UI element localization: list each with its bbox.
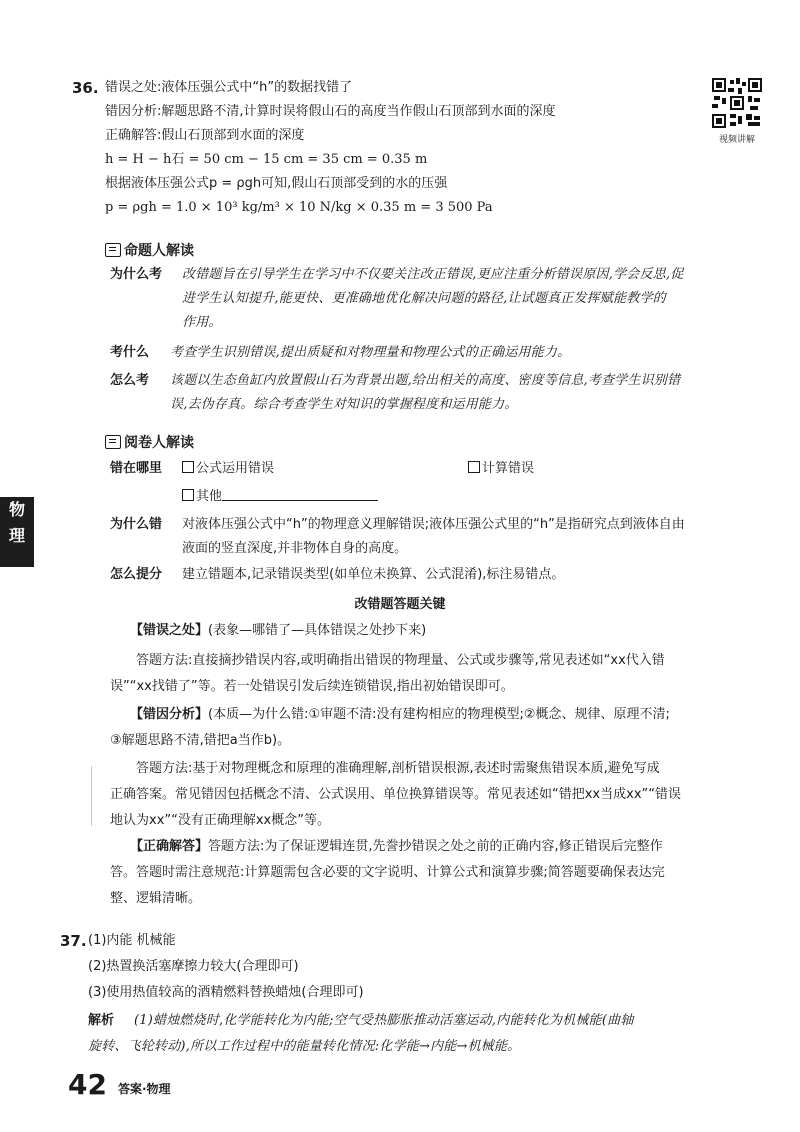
key-k1-method-line-2: 误”“xx找错了”等。若一处错误引发后续连锁错误,指出初始错误即可。 bbox=[110, 679, 514, 694]
q36-line-1: 错误之处:液体压强公式中“h”的数据找错了 bbox=[105, 80, 353, 95]
key-correct-answer-desc: 答题方法:为了保证逻辑连贯,先誊抄错误之处之前的正确内容,修正错误后完整作 bbox=[208, 839, 663, 854]
subject-side-tab bbox=[0, 497, 34, 567]
author-what-label: 考什么 bbox=[110, 345, 150, 360]
question-number-37: 37. bbox=[60, 932, 87, 950]
note-icon bbox=[105, 243, 121, 257]
key-error-cause-desc: (本质—为什么错:①审题不清:没有建构相应的物理模型;②概念、规律、原理不清; bbox=[208, 707, 670, 722]
checkbox-icon[interactable] bbox=[182, 489, 194, 501]
author-why-label: 为什么考 bbox=[110, 267, 163, 282]
question-number-36: 36. bbox=[72, 79, 99, 97]
key-correct-answer-line-1 bbox=[130, 838, 663, 856]
q36-line-4: h = H − h石 = 50 cm − 15 cm = 35 cm = 0.35 m bbox=[105, 152, 428, 167]
option-other-label: 其他 bbox=[196, 489, 223, 504]
grader-why-wrong-line-1: 对液体压强公式中“h”的物理意义理解错误;液体压强公式里的“h”是指研究点到液体自由 bbox=[182, 517, 685, 532]
scan-mark bbox=[91, 766, 92, 826]
q36-line-6: p = ρgh = 1.0 × 10³ kg/m³ × 10 N/kg × 0.35 m = 3 500 Pa bbox=[105, 200, 493, 215]
author-header-text: 命题人解读 bbox=[124, 243, 194, 259]
key-k2-method-line-1: 答题方法:基于对物理概念和原理的准确理解,剖析错误根源,表述时需聚焦错误本质,避免写成 bbox=[136, 761, 660, 776]
q36-line-2: 错因分析:解题思路不清,计算时误将假山石的高度当作假山石顶部到水面的深度 bbox=[105, 104, 556, 119]
key-correct-answer-head: 【正确解答】 bbox=[130, 839, 209, 854]
author-how-line-1: 该题以生态鱼缸内放置假山石为背景出题,给出相关的高度、密度等信息,考查学生识别错 bbox=[170, 373, 681, 388]
checkbox-icon[interactable] bbox=[182, 461, 194, 473]
author-why-line-2: 进学生认知提升,能更快、更准确地优化解决问题的路径,让试题真正发挥赋能教学的 bbox=[182, 291, 666, 306]
key-k1-method-line-1: 答题方法:直接摘抄错误内容,或明确指出错误的物理量、公式或步骤等,常见表述如“xx代入错 bbox=[136, 653, 665, 668]
key-error-cause-line-1 bbox=[130, 706, 670, 724]
note-icon bbox=[105, 435, 121, 449]
key-error-cause-head: 【错因分析】 bbox=[130, 707, 209, 722]
grader-header-text: 阅卷人解读 bbox=[124, 435, 194, 451]
side-tab-char-2: 理 bbox=[8, 526, 25, 545]
key-correct-answer-line-2: 答。答题时需注意规范:计算题需包含必要的文字说明、计算公式和演算步骤;简答题要确保表达完 bbox=[110, 865, 665, 880]
option-formula-error-label: 公式运用错误 bbox=[196, 461, 275, 476]
footer-label: 答案·物理 bbox=[118, 1082, 171, 1096]
side-tab-char-1: 物 bbox=[8, 500, 25, 519]
q37-analysis-label: 解析 bbox=[88, 1013, 115, 1028]
key-error-location-desc: (表象—哪错了—具体错误之处抄下来) bbox=[208, 623, 427, 638]
q37-analysis-line-2: 旋转、飞轮转动),所以工作过程中的能量转化情况:化学能→内能→机械能。 bbox=[88, 1039, 521, 1054]
q36-line-5: 根据液体压强公式p = ρgh可知,假山石顶部受到的水的压强 bbox=[105, 176, 448, 191]
grader-section-header bbox=[105, 432, 194, 452]
qr-code-icon[interactable] bbox=[712, 78, 762, 128]
grader-improve-text: 建立错题本,记录错误类型(如单位未换算、公式混淆),标注易错点。 bbox=[182, 567, 565, 582]
option-other[interactable] bbox=[182, 488, 378, 506]
key-correct-answer-line-3: 整、逻辑清晰。 bbox=[110, 891, 202, 906]
q36-line-3: 正确解答:假山石顶部到水面的深度 bbox=[105, 128, 305, 143]
q37-answer-2: (2)热置换活塞摩擦力较大(合理即可) bbox=[88, 959, 299, 974]
option-formula-error[interactable] bbox=[182, 460, 274, 478]
qr-caption: 视频讲解 bbox=[718, 135, 755, 145]
key-k2-method-line-3: 地认为xx”“没有正确理解xx概念”等。 bbox=[110, 813, 330, 828]
author-how-label: 怎么考 bbox=[110, 373, 150, 388]
grader-where-label: 错在哪里 bbox=[110, 461, 163, 476]
grader-why-wrong-line-2: 液面的竖直深度,并非物体自身的高度。 bbox=[182, 541, 408, 556]
author-why-line-1: 改错题旨在引导学生在学习中不仅要关注改正错误,更应注重分析错误原因,学会反思,促 bbox=[182, 267, 684, 282]
other-blank-line[interactable] bbox=[222, 488, 378, 501]
q37-analysis-line-1: (1)蜡烛燃烧时,化学能转化为内能;空气受热膨胀推动活塞运动,内能转化为机械能(曲轴 bbox=[134, 1013, 634, 1028]
key-error-location-head: 【错误之处】 bbox=[130, 623, 209, 638]
q37-answer-1: (1)内能 机械能 bbox=[88, 933, 176, 948]
option-calculation-error-label: 计算错误 bbox=[482, 461, 535, 476]
q37-answer-3: (3)使用热值较高的酒精燃料替换蜡烛(合理即可) bbox=[88, 985, 364, 1000]
key-error-cause-line-2: ③解题思路不清,错把a当作b)。 bbox=[110, 733, 291, 748]
key-error-location-line bbox=[130, 622, 426, 640]
key-title: 改错题答题关键 bbox=[354, 597, 446, 612]
option-calculation-error[interactable] bbox=[468, 460, 534, 478]
author-how-line-2: 误,去伪存真。综合考查学生对知识的掌握程度和运用能力。 bbox=[170, 397, 518, 412]
key-k2-method-line-2: 正确答案。常见错因包括概念不清、公式误用、单位换算错误等。常见表述如“错把xx当成xx”“错误 bbox=[110, 787, 681, 802]
author-why-line-3: 作用。 bbox=[182, 315, 222, 330]
grader-why-wrong-label: 为什么错 bbox=[110, 517, 163, 532]
grader-improve-label: 怎么提分 bbox=[110, 567, 163, 582]
checkbox-icon[interactable] bbox=[468, 461, 480, 473]
author-what-text: 考查学生识别错误,提出质疑和对物理量和物理公式的正确运用能力。 bbox=[170, 345, 571, 360]
page-number: 42 bbox=[68, 1068, 107, 1101]
author-section-header bbox=[105, 240, 194, 260]
